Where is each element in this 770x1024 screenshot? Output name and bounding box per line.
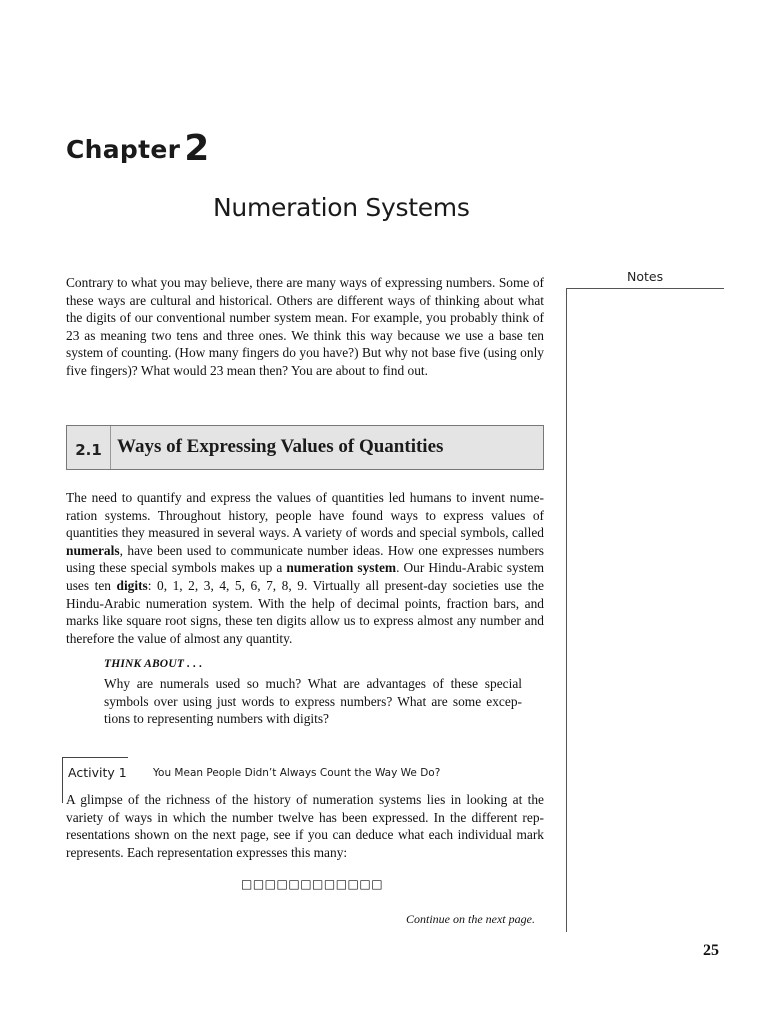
- chapter-number: 2: [184, 128, 210, 169]
- think-about-box: [104, 658, 522, 728]
- think-about-heading: THINK ABOUT . . .: [104, 658, 203, 670]
- chapter-title: Numeration Systems: [213, 193, 470, 222]
- activity-frame-left: [62, 757, 63, 803]
- notes-label: Notes: [627, 269, 664, 284]
- notes-divider-horizontal: [566, 288, 724, 289]
- section-text-part3: . Our Hindu-Arabic system uses ten: [66, 560, 544, 593]
- chapter-word: Chapter: [66, 135, 181, 164]
- section-header: [66, 425, 544, 470]
- section-text-part1: The need to quantify and express the values of quantities led humans to invent numeration systems. Throughout history, people have found ways to express values of quantities they measured in several ways. A variety of words and special symbols, called: [66, 490, 544, 541]
- activity-label: Activity 1: [68, 765, 127, 780]
- section-number: 2.1: [67, 426, 111, 469]
- page-number: 25: [703, 942, 719, 959]
- section-paragraph: [66, 489, 544, 647]
- section-title: Ways of Expressing Values of Quantities: [117, 436, 444, 457]
- activity-paragraph: A glimpse of the richness of the history of numeration systems lies in looking at the variety of ways in which the number twelve has been expressed. In the different representations shown on the next page, see if you can deduce what each individual mark represents. Each representation expresses this many:: [66, 792, 544, 860]
- term-numerals: numerals: [66, 542, 120, 558]
- section-text-part2: , have been used to communicate number ideas. How one expresses numbers using these special symbols makes up a: [66, 542, 544, 576]
- intro-paragraph: Contrary to what you may believe, there are many ways of expressing numbers. Some of these ways are cultural and historical. Others are different ways of thinking about what the digits of our conventional number system mean. For example, you probably think of 23 as meaning two tens and three ones. We think this way because we use a base ten system of counting. (How many fingers do you have?) But why not base five (using only five fingers)? What would 23 mean then? You are about to find out.: [66, 275, 544, 378]
- continue-note: Continue on the next page.: [406, 912, 535, 926]
- section-text-part4: : 0, 1, 2, 3, 4, 5, 6, 7, 8, 9. Virtually all present-day societies use the Hindu-Arabic numeration system. With the help of decimal points, fraction bars, and marks like square root signs, these ten digits allow us to express almost any number and therefore the value of almost any quantity.: [66, 577, 544, 646]
- think-about-text: Why are numerals used so much? What are advantages of these special symbols over using just words to express numbers? What are some exceptions to representing numbers with digits?: [104, 676, 522, 727]
- activity-title: You Mean People Didn’t Always Count the Way We Do?: [153, 767, 441, 779]
- term-numeration-system: numeration system: [286, 560, 397, 576]
- term-digits: digits: [116, 577, 148, 593]
- chapter-heading: [66, 126, 209, 167]
- activity-frame-top: [62, 757, 128, 758]
- twelve-squares: □□□□□□□□□□□□: [241, 877, 384, 891]
- notes-divider-vertical: [566, 288, 567, 932]
